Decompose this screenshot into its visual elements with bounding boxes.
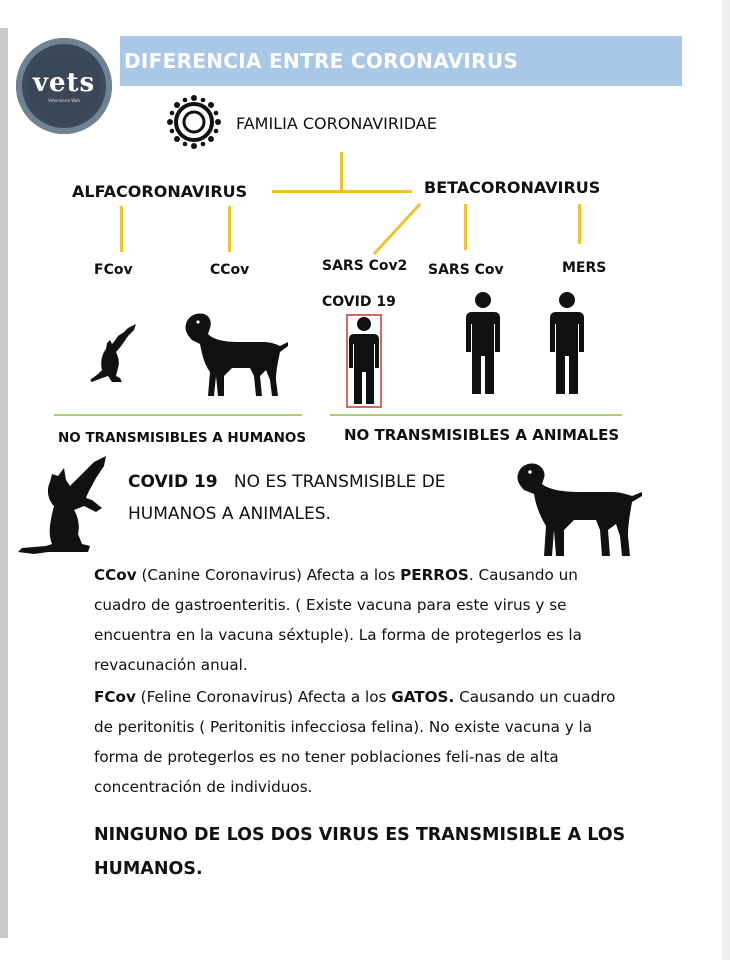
ccov-lead: CCov — [94, 566, 137, 584]
betacoronavirus-label: BETACORONAVIRUS — [424, 178, 601, 197]
logo-word: vets — [32, 67, 96, 98]
right-border — [722, 0, 730, 960]
no-transmisibles-animales: NO TRANSMISIBLES A ANIMALES — [344, 426, 620, 444]
covid19-label: COVID 19 — [322, 294, 396, 310]
fcov-lead: FCov — [94, 688, 136, 706]
sarscov2-label: SARS Cov2 — [322, 258, 408, 274]
big-dog-icon — [512, 460, 644, 560]
fcov-connector — [120, 206, 123, 252]
page-title: DIFERENCIA ENTRE CORONAVIRUS — [124, 49, 519, 73]
ccov-paragraph — [94, 560, 624, 680]
title-banner — [120, 36, 682, 86]
fcov-paragraph — [94, 682, 624, 802]
fcov-label: FCov — [94, 262, 133, 278]
ccov-connector — [228, 206, 231, 252]
mers-label: MERS — [562, 260, 607, 276]
covid-note-text: NO ES TRANSMISIBLE DE HUMANOS A ANIMALES. — [128, 472, 446, 524]
family-stem — [340, 152, 343, 190]
family-label: FAMILIA CORONAVIRIDAE — [236, 114, 437, 133]
ccov-text1: (Canine Coronavirus) Afecta a los — [136, 566, 401, 584]
conclusion: NINGUNO DE LOS DOS VIRUS ES TRANSMISIBLE A LOS HUMANOS. — [94, 825, 626, 879]
person-mers-icon — [548, 292, 586, 396]
ccov-text2: . Causando un cuadro de gastroenteritis. ( Existe vacuna para este virus y se encuentra en la vacuna séxtuple). La forma de protegerlos es la revacunación anual. — [94, 566, 582, 674]
virus-icon — [166, 94, 222, 150]
alfacoronavirus-label: ALFACORONAVIRUS — [72, 182, 248, 201]
right-divider — [330, 414, 622, 416]
fcov-text1: (Feline Coronavirus) Afecta a los — [135, 688, 392, 706]
no-transmisibles-humanos: NO TRANSMISIBLES A HUMANOS — [58, 430, 307, 446]
sarscov-label: SARS Cov — [428, 262, 504, 278]
person-covid-icon — [346, 314, 382, 408]
left-divider — [54, 414, 302, 416]
sarscov2-connector — [370, 202, 422, 256]
mers-connector — [578, 204, 581, 244]
ccov-bold: PERROS — [400, 566, 469, 584]
fcov-bold: GATOS. — [391, 688, 455, 706]
ccov-label: CCov — [210, 262, 250, 278]
fcov-text2: Causando un cuadro de peritonitis ( Peritonitis infecciosa felina). No existe vacuna y la forma de protegerlos es no tener poblaciones feli-nas de alta concentración de individuos. — [94, 688, 616, 796]
person-sarscov-icon — [464, 292, 502, 396]
big-cat-icon — [16, 454, 112, 558]
sarscov-connector — [464, 204, 467, 250]
left-border — [0, 28, 8, 938]
dog-icon — [180, 310, 290, 400]
covid-note — [128, 466, 508, 530]
logo-subtitle: Veterinaria Web — [48, 97, 80, 103]
cat-icon — [88, 322, 142, 388]
covid-note-bold: COVID 19 — [128, 472, 218, 492]
vets-logo — [16, 38, 112, 134]
genus-connector — [272, 190, 412, 193]
